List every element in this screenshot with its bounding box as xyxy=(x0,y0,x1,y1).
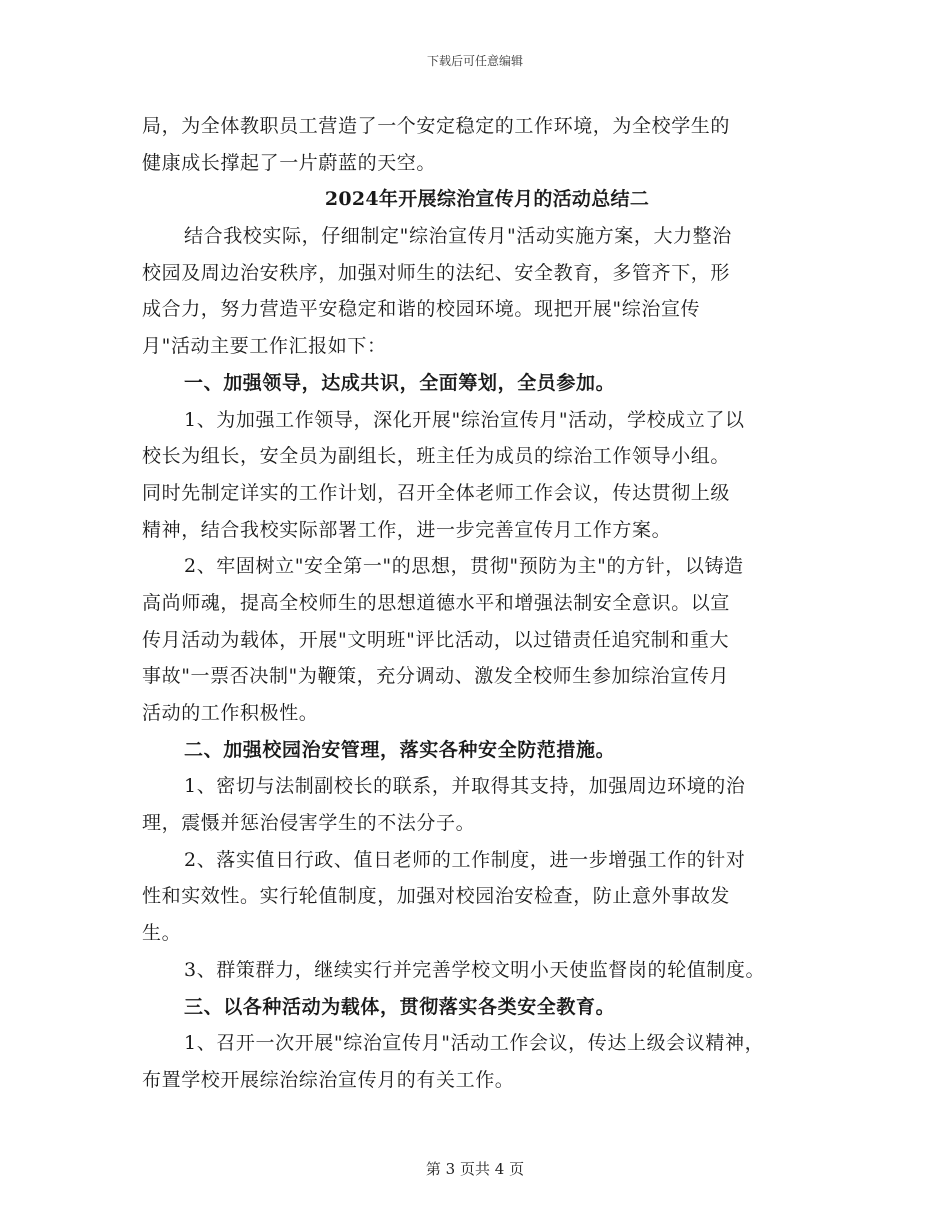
body-line: 事故"一票否决制"为鞭策，充分调动、激发全校师生参加综治宣传月 xyxy=(142,665,730,688)
body-line: 理，震慑并惩治侵害学生的不法分子。 xyxy=(142,812,476,835)
section-title: 2024年开展综治宣传月的活动总结二 xyxy=(324,188,650,211)
paragraph-start-line: 1、密切与法制副校长的联系，并取得其支持，加强周边环境的治 xyxy=(184,775,746,798)
paragraph-start-line: 1、为加强工作领导，深化开展"综治宣传月"活动，学校成立了以 xyxy=(184,408,745,431)
body-line: 校园及周边治安秩序，加强对师生的法纪、安全教育，多管齐下，形 xyxy=(142,261,731,284)
body-line: 健康成长撑起了一片蔚蓝的天空。 xyxy=(142,151,437,174)
body-line: 精神，结合我校实际部署工作，进一步完善宣传月工作方案。 xyxy=(142,518,672,541)
paragraph-start-line: 3、群策群力，继续实行并完善学校文明小天使监督岗的轮值制度。 xyxy=(184,958,766,981)
body-line: 局，为全体教职员工营造了一个安定稳定的工作环境，为全校学生的 xyxy=(142,115,731,137)
paragraph-start-line: 2、牢固树立"安全第一"的思想，贯彻"预防为主"的方针，以铸造 xyxy=(184,555,744,578)
body-line: 传月活动为载体，开展"文明班"评比活动，以过错责任追究制和重大 xyxy=(142,628,730,651)
heading-3: 三、以各种活动为载体，贯彻落实各类安全教育。 xyxy=(184,995,616,1018)
body-line: 同时先制定详实的工作计划，召开全体老师工作会议，传达贯彻上级 xyxy=(142,481,731,504)
document-body xyxy=(142,108,832,1099)
paragraph-start-line: 结合我校实际，仔细制定"综治宣传月"活动实施方案，大力整治 xyxy=(184,225,732,248)
body-line: 高尚师魂，提高全校师生的思想道德水平和增强法制安全意识。以宣 xyxy=(142,591,731,614)
body-line: 月"活动主要工作汇报如下： xyxy=(142,335,387,358)
heading-2: 二、加强校园治安管理，落实各种安全防范措施。 xyxy=(184,738,616,761)
paragraph-start-line: 2、落实值日行政、值日老师的工作制度，进一步增强工作的针对 xyxy=(184,848,746,871)
body-line: 性和实效性。实行轮值制度，加强对校园治安检查，防止意外事故发 xyxy=(142,885,731,908)
body-line: 布置学校开展综治综治宣传月的有关工作。 xyxy=(142,1068,515,1091)
body-line: 成合力，努力营造平安稳定和谐的校园环境。现把开展"综治宣传 xyxy=(142,298,701,321)
page-footer: 第 3 页共 4 页 xyxy=(425,1160,525,1178)
heading-1: 一、加强领导，达成共识，全面筹划，全员参加。 xyxy=(184,371,616,394)
body-line: 生。 xyxy=(142,922,182,945)
paragraph-start-line: 1、召开一次开展"综治宣传月"活动工作会议，传达上级会议精神， xyxy=(184,1032,765,1055)
page-header: 下载后可任意编辑 xyxy=(426,54,523,68)
body-line: 活动的工作积极性。 xyxy=(142,702,319,724)
body-line: 校长为组长，安全员为副组长，班主任为成员的综治工作领导小组。 xyxy=(142,445,731,468)
